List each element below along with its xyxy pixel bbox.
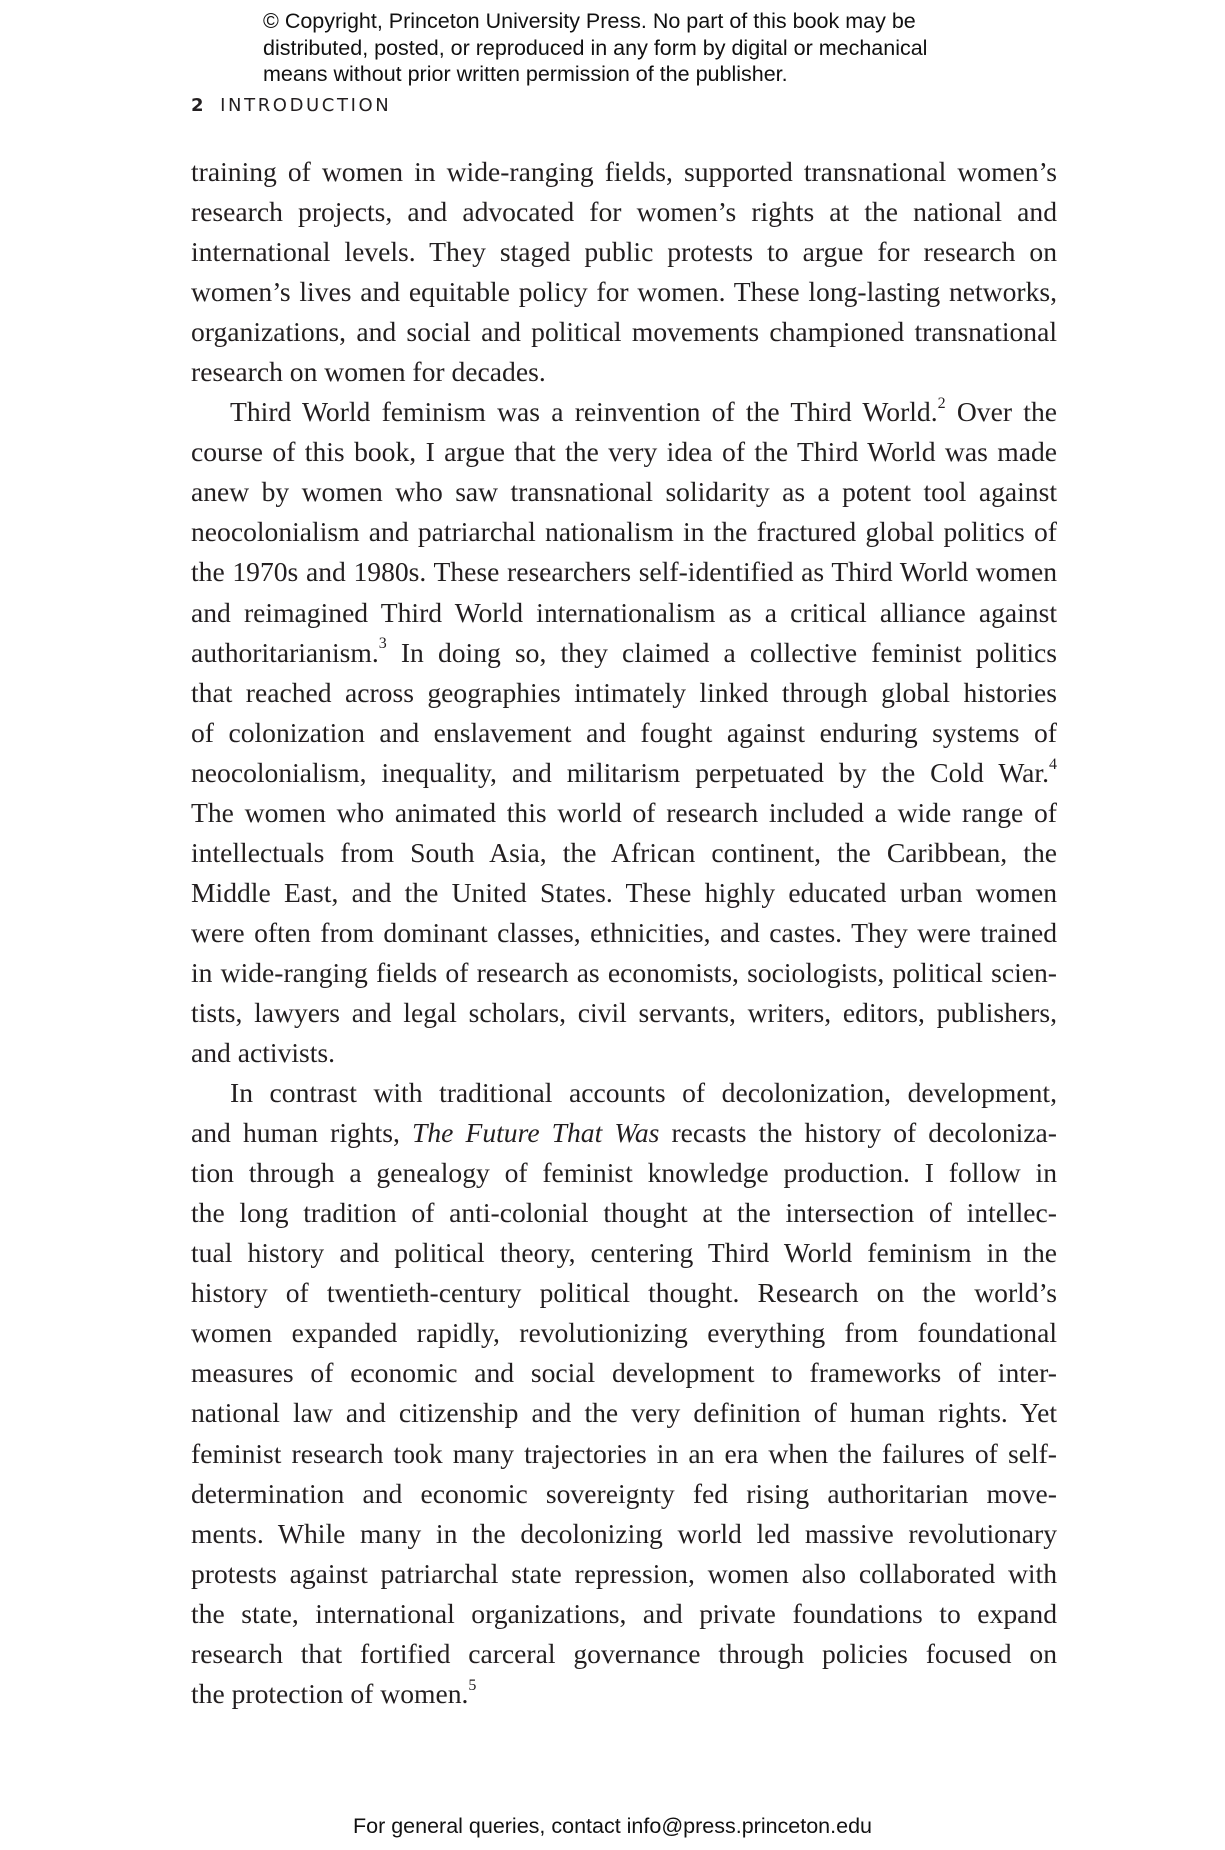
text-line: the state, international organizations, and private foundations to expand <box>191 1597 1057 1629</box>
line-text: In doing so, they claimed a collective feminist politics <box>386 636 1057 668</box>
line-text: recasts the history of decoloniza- <box>659 1117 1057 1149</box>
text-line: were often from dominant classes, ethnicities, and castes. They were trained <box>191 916 1057 948</box>
text-line: determination and economic sovereignty fed rising authoritarian move- <box>191 1477 1057 1509</box>
text-line: and activists. <box>191 1037 336 1069</box>
text-line: the 1970s and 1980s. These researchers self-identified as Third World women <box>191 556 1057 588</box>
text-line: international levels. They staged public protests to argue for research on <box>191 236 1057 268</box>
text-line: of colonization and enslavement and fought against enduring systems of <box>191 716 1057 748</box>
line-text: authoritarianism. <box>191 636 379 668</box>
text-line: women’s lives and equitable policy for women. These long-lasting networks, <box>191 276 1057 308</box>
text-line: research on women for decades. <box>191 356 546 388</box>
text-line: tists, lawyers and legal scholars, civil servants, writers, editors, publishers, <box>191 996 1057 1028</box>
text-line: training of women in wide-ranging fields, supported transnational women’s <box>191 156 1057 187</box>
text-line: ments. While many in the decolonizing world led massive revolutionary <box>191 1517 1057 1549</box>
text-line: research projects, and advocated for women’s rights at the national and <box>191 196 1057 228</box>
text-line: the long tradition of anti-colonial thought at the intersection of intellec- <box>191 1197 1057 1229</box>
page-number: 2 <box>191 95 207 116</box>
paragraph <box>191 1073 1057 1714</box>
running-head <box>191 95 391 116</box>
footnote-ref-3[interactable]: 3 <box>378 635 387 653</box>
text-line: in wide-ranging fields of research as economists, sociologists, political scien- <box>191 956 1057 988</box>
text-line <box>191 392 1057 432</box>
line-text: and human rights, <box>191 1117 412 1149</box>
text-line: Middle East, and the United States. These highly educated urban women <box>191 876 1057 908</box>
text-line: national law and citizenship and the very definition of human rights. Yet <box>191 1397 1057 1429</box>
text-line: neocolonialism and patriarchal nationalism in the fractured global politics of <box>191 516 1057 548</box>
footnote-ref-5[interactable]: 5 <box>468 1676 477 1694</box>
text-line: measures of economic and social development to frameworks of inter- <box>191 1357 1057 1389</box>
footnote-ref-2[interactable]: 2 <box>937 395 946 413</box>
text-line: women expanded rapidly, revolutionizing everything from foundational <box>191 1317 1057 1349</box>
text-line <box>191 753 1057 793</box>
text-line: anew by women who saw transnational solidarity as a potent tool against <box>191 476 1057 508</box>
paragraph <box>191 152 1057 392</box>
text-line: intellectuals from South Asia, the African continent, the Caribbean, the <box>191 836 1057 868</box>
text-line <box>191 633 1057 673</box>
line-text: Third World feminism was a reinvention of the Third World. <box>230 396 938 428</box>
text-line: course of this book, I argue that the very idea of the Third World was made <box>191 436 1057 468</box>
text-line: protests against patriarchal state repression, women also collaborated with <box>191 1557 1057 1589</box>
body-text <box>191 152 1057 1714</box>
book-title: The Future That Was <box>412 1117 660 1149</box>
section-title: INTRODUCTION <box>220 95 392 116</box>
text-line: The women who animated this world of research included a wide range of <box>191 796 1057 828</box>
copyright-line: means without prior written permission of the publisher. <box>263 62 788 86</box>
text-line: history of twentieth-century political thought. Research on the world’s <box>191 1277 1057 1309</box>
copyright-notice <box>263 8 983 88</box>
text-line: organizations, and social and political movements championed transnational <box>191 316 1057 348</box>
text-line: feminist research took many trajectories in an era when the failures of self- <box>191 1437 1057 1469</box>
copyright-line: distributed, posted, or reproduced in any form by digital or mechanical <box>263 35 928 60</box>
footer-contact: For general queries, contact info@press.princeton.edu <box>352 1814 872 1838</box>
paragraph <box>191 392 1057 1073</box>
line-text: neocolonialism, inequality, and militarism perpetuated by the Cold War. <box>191 756 1049 788</box>
footnote-ref-4[interactable]: 4 <box>1049 755 1057 773</box>
text-line: research that fortified carceral governance through policies focused on <box>191 1637 1057 1669</box>
text-line <box>191 1674 1057 1714</box>
line-text: the protection of women. <box>191 1677 469 1709</box>
copyright-line: © Copyright, Princeton University Press. No part of this book may be <box>263 9 916 33</box>
line-text: Over the <box>945 396 1058 428</box>
text-line: that reached across geographies intimately linked through global histories <box>191 676 1057 708</box>
text-line <box>191 1113 1057 1153</box>
text-line: tual history and political theory, centering Third World feminism in the <box>191 1237 1057 1269</box>
text-line: tion through a genealogy of feminist knowledge production. I follow in <box>191 1157 1057 1189</box>
text-line: In contrast with traditional accounts of decolonization, development, <box>230 1077 1057 1109</box>
text-line: and reimagined Third World internationalism as a critical alliance against <box>191 596 1057 628</box>
